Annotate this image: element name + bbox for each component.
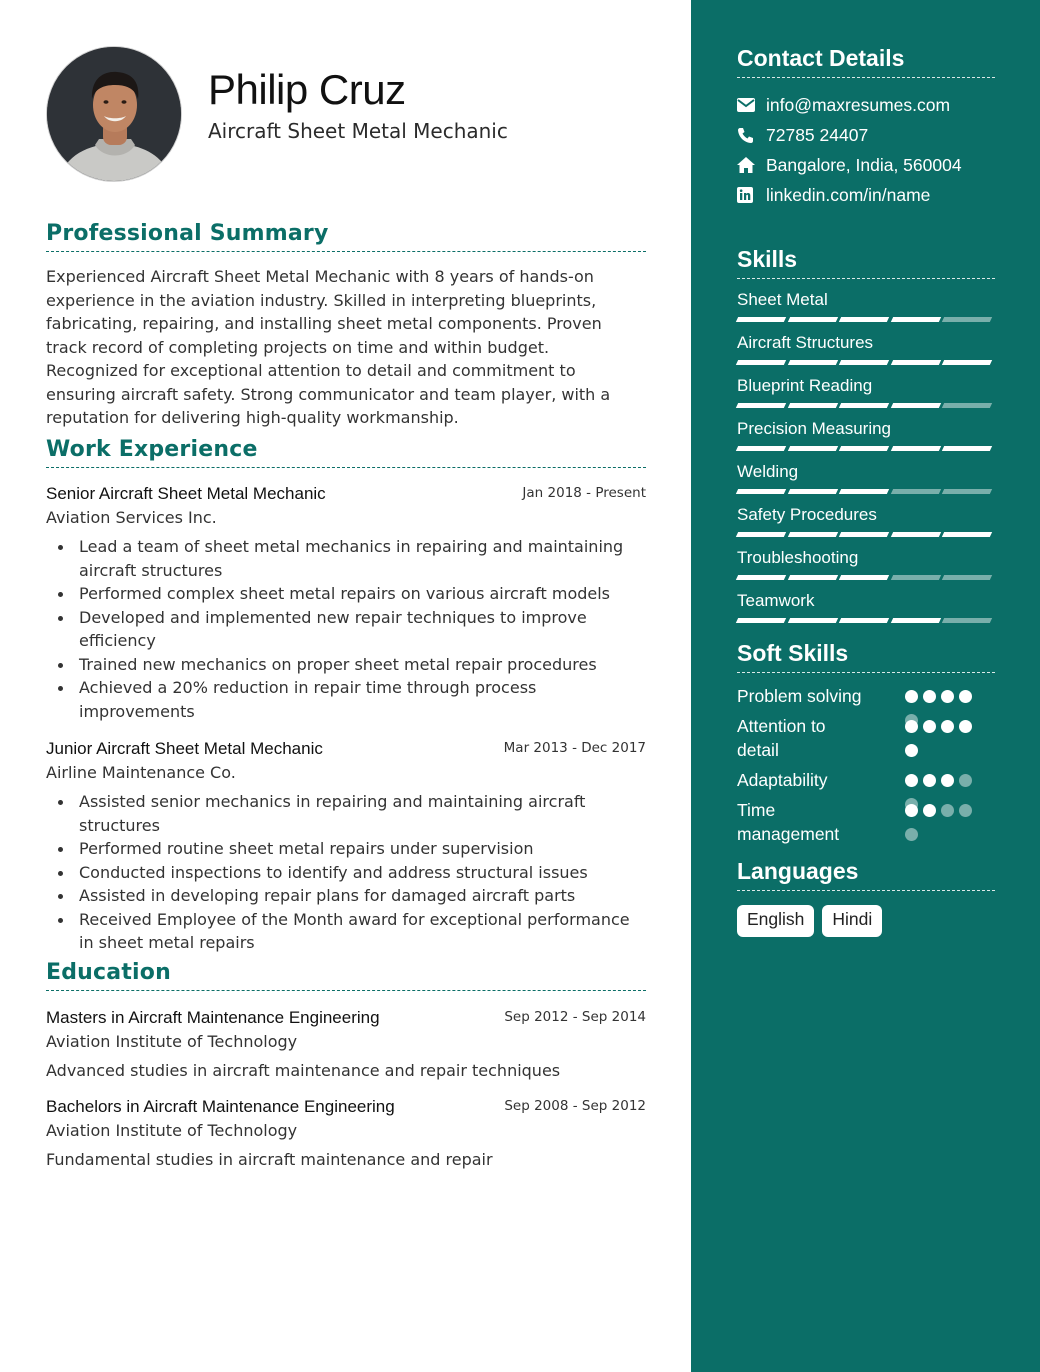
skill-level-segment	[942, 360, 992, 365]
section-heading: Work Experience	[46, 437, 258, 462]
skill-level-bar	[737, 317, 995, 322]
envelope-icon	[737, 98, 766, 112]
skill-level-segment	[839, 618, 889, 623]
skill-item	[737, 330, 995, 373]
skill-level-segment	[787, 575, 837, 580]
skill-item	[737, 545, 995, 588]
skill-level-segment	[890, 360, 940, 365]
skill-level-segment	[736, 317, 786, 322]
summary-text: Experienced Aircraft Sheet Metal Mechanic with 8 years of hands-on experience in the aviation industry. Skilled in interpreting blueprints, fabricating, repairing, and installing sheet metal components. Proven track record of completing projects on time and within budget. Recognized for exceptional attention to detail and commitment to ensuring aircraft safety. Strong communicator and team player, with a reputation for delivering high-quality workmanship.	[46, 267, 611, 427]
skill-item	[737, 373, 995, 416]
skill-level-segment	[942, 575, 992, 580]
rating-dot	[923, 720, 936, 733]
contact-phone[interactable]	[737, 120, 995, 150]
skill-level-bar	[737, 446, 995, 451]
soft-skill-item	[737, 714, 995, 768]
job-company: Airline Maintenance Co.	[46, 763, 236, 782]
rating-dot	[959, 690, 972, 703]
education-section	[46, 960, 646, 1169]
linkedin-icon	[737, 187, 766, 203]
rating-dot	[941, 804, 954, 817]
skill-level-bar	[737, 360, 995, 365]
skill-level-segment	[890, 446, 940, 451]
skill-level-segment	[942, 618, 992, 623]
candidate-name: Philip Cruz	[208, 66, 406, 113]
candidate-title: Aircraft Sheet Metal Mechanic	[208, 119, 508, 143]
skill-item	[737, 416, 995, 459]
skill-level-segment	[839, 532, 889, 537]
bullet-item: Performed routine sheet metal repairs under supervision	[46, 837, 646, 861]
education-dates: Sep 2012 - Sep 2014	[504, 1009, 646, 1025]
rating-dot	[905, 804, 918, 817]
degree-title: Masters in Aircraft Maintenance Engineering	[46, 1008, 380, 1027]
skill-item	[737, 287, 995, 330]
soft-skills-section	[737, 640, 995, 852]
rating-dot	[923, 774, 936, 787]
skill-level-segment	[736, 489, 786, 494]
skill-level-segment	[942, 317, 992, 322]
skill-name: Welding	[737, 462, 799, 481]
sidebar-divider	[737, 77, 995, 78]
soft-skills-list	[737, 684, 995, 852]
skill-level-bar	[737, 575, 995, 580]
soft-skill-item	[737, 798, 995, 852]
language-tag: English	[737, 905, 814, 937]
skill-level-segment	[787, 446, 837, 451]
skill-name: Safety Procedures	[737, 505, 877, 524]
skill-level-segment	[787, 317, 837, 322]
skill-level-segment	[890, 618, 940, 623]
contact-email-text: info@maxresumes.com	[766, 94, 951, 115]
skills-section	[737, 246, 995, 631]
rating-dot	[941, 690, 954, 703]
skills-list	[737, 287, 995, 631]
sidebar-divider	[737, 890, 995, 891]
job-entry	[46, 484, 646, 723]
skill-level-segment	[890, 532, 940, 537]
section-heading: Education	[46, 960, 171, 985]
rating-dot	[959, 774, 972, 787]
rating-dot	[923, 690, 936, 703]
job-company: Aviation Services Inc.	[46, 508, 217, 527]
soft-skill-name: Time management	[737, 800, 840, 844]
contact-section	[737, 45, 995, 210]
section-divider	[46, 990, 646, 991]
skill-level-segment	[787, 489, 837, 494]
contact-email[interactable]	[737, 90, 995, 120]
skill-level-bar	[737, 403, 995, 408]
skill-name: Blueprint Reading	[737, 376, 873, 395]
skill-name: Aircraft Structures	[737, 333, 874, 352]
job-dates: Mar 2013 - Dec 2017	[503, 740, 646, 756]
skill-level-segment	[736, 446, 786, 451]
language-list	[737, 905, 995, 937]
language-tag: Hindi	[822, 905, 882, 937]
soft-skill-name: Adaptability	[737, 770, 828, 790]
sidebar-heading: Contact Details	[737, 45, 905, 71]
skill-level-segment	[787, 618, 837, 623]
education-dates: Sep 2008 - Sep 2012	[504, 1098, 646, 1114]
soft-skill-item	[737, 768, 995, 798]
bullet-item: Assisted in developing repair plans for damaged aircraft parts	[46, 884, 646, 908]
education-description: Fundamental studies in aircraft maintenance and repair	[46, 1150, 493, 1169]
rating-dot	[905, 828, 918, 841]
bullet-item: Achieved a 20% reduction in repair time through process improvements	[46, 676, 646, 723]
skill-level-segment	[839, 575, 889, 580]
rating-dot	[905, 774, 918, 787]
skill-level-segment	[736, 360, 786, 365]
skill-level-segment	[890, 317, 940, 322]
skill-name: Troubleshooting	[737, 548, 859, 567]
skill-name: Sheet Metal	[737, 290, 828, 309]
rating-dot	[959, 804, 972, 817]
section-heading: Professional Summary	[46, 221, 329, 246]
skill-level-bar	[737, 489, 995, 494]
rating-dot	[941, 720, 954, 733]
school-name: Aviation Institute of Technology	[46, 1032, 298, 1051]
skill-item	[737, 502, 995, 545]
skill-name: Precision Measuring	[737, 419, 892, 438]
skill-level-segment	[787, 360, 837, 365]
skill-level-segment	[736, 575, 786, 580]
home-icon	[737, 157, 766, 173]
skill-level-segment	[942, 489, 992, 494]
skill-level-bar	[737, 532, 995, 537]
soft-skill-name: Problem solving	[737, 686, 862, 706]
rating-dot	[923, 804, 936, 817]
job-title: Junior Aircraft Sheet Metal Mechanic	[46, 739, 323, 758]
rating-dot	[941, 774, 954, 787]
skill-level-segment	[787, 403, 837, 408]
job-entry	[46, 739, 646, 955]
section-divider	[46, 251, 646, 252]
skill-level-segment	[890, 403, 940, 408]
sidebar-divider	[737, 278, 995, 279]
rating-dot	[959, 720, 972, 733]
skill-level-segment	[890, 489, 940, 494]
skill-level-segment	[736, 532, 786, 537]
skill-level-segment	[839, 403, 889, 408]
contact-address	[737, 150, 995, 180]
rating-dot	[905, 690, 918, 703]
contact-linkedin-text: linkedin.com/in/name	[766, 184, 931, 205]
languages-section	[737, 858, 995, 937]
rating-dot	[905, 720, 918, 733]
skill-level-segment	[736, 618, 786, 623]
skill-item	[737, 588, 995, 631]
job-bullets	[46, 535, 646, 723]
avatar	[46, 46, 182, 182]
experience-section	[46, 437, 646, 955]
skill-level-segment	[942, 446, 992, 451]
school-name: Aviation Institute of Technology	[46, 1121, 298, 1140]
soft-skill-name: Attention to detail	[737, 716, 826, 760]
rating-dot	[905, 744, 918, 757]
bullet-item: Assisted senior mechanics in repairing and maintaining aircraft structures	[46, 790, 646, 837]
skill-level-segment	[839, 446, 889, 451]
contact-address-text: Bangalore, India, 560004	[766, 154, 962, 175]
contact-linkedin[interactable]	[737, 180, 995, 210]
skill-level-segment	[839, 489, 889, 494]
skill-level-segment	[942, 403, 992, 408]
phone-icon	[737, 127, 766, 144]
sidebar-heading: Languages	[737, 858, 859, 884]
bullet-item: Received Employee of the Month award for exceptional performance in sheet metal repairs	[46, 908, 646, 955]
soft-skill-item	[737, 684, 995, 714]
profile-photo	[47, 47, 182, 182]
skill-level-segment	[787, 532, 837, 537]
skill-level-segment	[890, 575, 940, 580]
skill-level-segment	[839, 317, 889, 322]
soft-skill-rating	[905, 768, 977, 798]
skill-level-segment	[736, 403, 786, 408]
skill-level-bar	[737, 618, 995, 623]
section-divider	[46, 467, 646, 468]
skill-level-segment	[839, 360, 889, 365]
skill-name: Teamwork	[737, 591, 815, 610]
soft-skill-rating	[905, 684, 977, 714]
bullet-item: Conducted inspections to identify and address structural issues	[46, 861, 646, 885]
job-bullets	[46, 790, 646, 955]
contact-phone-text: 72785 24407	[766, 124, 869, 145]
education-entry	[46, 1008, 646, 1080]
bullet-item: Lead a team of sheet metal mechanics in repairing and maintaining aircraft structures	[46, 535, 646, 582]
job-dates: Jan 2018 - Present	[522, 485, 646, 501]
education-description: Advanced studies in aircraft maintenance and repair techniques	[46, 1061, 561, 1080]
sidebar	[691, 0, 1040, 1372]
bullet-item: Developed and implemented new repair techniques to improve efficiency	[46, 606, 646, 653]
job-title: Senior Aircraft Sheet Metal Mechanic	[46, 484, 326, 503]
skill-level-segment	[942, 532, 992, 537]
soft-skill-rating	[905, 798, 977, 852]
bullet-item: Trained new mechanics on proper sheet metal repair procedures	[46, 653, 646, 677]
skill-item	[737, 459, 995, 502]
bullet-item: Performed complex sheet metal repairs on various aircraft models	[46, 582, 646, 606]
sidebar-divider	[737, 672, 995, 673]
education-entry	[46, 1097, 646, 1169]
degree-title: Bachelors in Aircraft Maintenance Engineering	[46, 1097, 395, 1116]
summary-section	[46, 221, 646, 430]
sidebar-heading: Soft Skills	[737, 640, 849, 666]
soft-skill-rating	[905, 714, 977, 768]
sidebar-heading: Skills	[737, 246, 798, 272]
